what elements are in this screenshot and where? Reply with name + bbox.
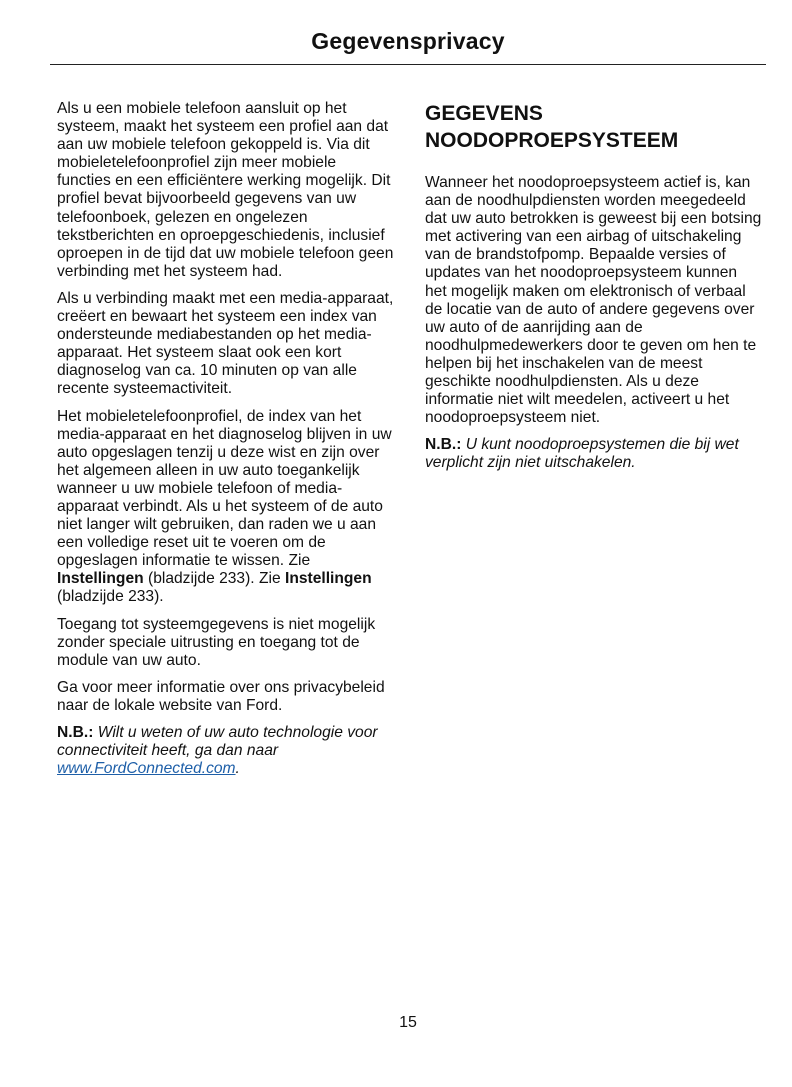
paragraph-phone-profile: Als u een mobiele telefoon aansluit op het systeem, maakt het systeem een profiel aan dat aan uw mobiele telefoon gekoppeld is. Via dit mobieletelefoonprofiel zijn meer mobiele functies en een efficiëntere werking mogelijk. Dit profiel bevat bijvoorbeeld gegevens van uw telefoonboek, gelezen en ongelezen tekstberichten en oproepgeschiedenis, inclusief oproepen in de tijd dat uw mobiele telefoon geen verbinding met het systeem had. (57, 100, 394, 280)
paragraph-reset (57, 408, 394, 607)
note-label: N.B.: (57, 724, 94, 741)
section-heading: GEGEVENS NOODOPROEPSYSTEEM (425, 102, 679, 152)
see-label: Zie (258, 570, 281, 588)
header-divider (50, 64, 766, 65)
paragraph-emergency-call: Wanneer het noodoproepsysteem actief is, kan aan de noodhulpdiensten worden meegedeeld dat uw auto betrokken is geweest bij een botsing met activering van een airbag of uitschakeling van de brandstofpomp. Bepaalde versies of updates van het noodoproepsysteem kunnen het mogelijk maken om elektronisch of verbaal de locatie van de auto of andere gegevens over uw auto of de aanrijding aan de noodhulpmedewerkers door te geven om hen te helpen bij het inschakelen van de meest geschikte noodhulpdiensten. Als u deze informatie niet wilt meedelen, activeert u het noodoproepsysteem niet. (425, 174, 762, 427)
page-reference: (bladzijde 233). (57, 588, 164, 606)
note-label: N.B.: (425, 436, 462, 454)
see-label: Zie (288, 552, 311, 570)
right-column (425, 100, 762, 482)
note-text: U kunt noodoproepsystemen die bij wet verplicht zijn niet uitschakelen. (425, 436, 739, 472)
settings-reference-link[interactable]: Instellingen (284, 570, 372, 588)
reset-text: Het mobieletelefoonprofiel, de index van het media-apparaat en het diagnoselog blijven in uw auto opgeslagen tenzij u deze wist en zijn over het algemeen alleen in uw auto toegankelijk wanneer u uw mobiele telefoon of media-apparaat verbindt. Als u het systeem of de auto niet langer wilt gebruiken, dan raden we u aan een volledige reset uit te voeren om de opgeslagen informatie te wissen. (57, 407, 392, 570)
note-text: Wilt u weten of uw auto technologie voor connectiviteit heeft, ga dan naar (57, 724, 378, 760)
page-number: 15 (399, 1014, 417, 1031)
page-reference: (bladzijde 233). (148, 570, 255, 588)
note-emergency (425, 436, 762, 472)
ford-connected-link[interactable]: www.FordConnected.com (57, 760, 236, 778)
paragraph-privacy-policy: Ga voor meer informatie over ons privacybeleid naar de lokale website van Ford. (57, 678, 385, 714)
left-column (57, 100, 394, 787)
note-period: . (235, 760, 240, 778)
settings-reference-link[interactable]: Instellingen (57, 570, 144, 588)
paragraph-access: Toegang tot systeemgegevens is niet mogelijk zonder speciale uitrusting en toegang tot de module van uw auto. (57, 615, 376, 669)
page-title: Gegevensprivacy (311, 28, 505, 54)
note-connectivity (57, 724, 394, 778)
paragraph-media-index: Als u verbinding maakt met een media-apparaat, creëert en bewaart het systeem een index van ondersteunde mediabestanden op het media-apparaat. Het systeem slaat ook een kort diagnoselog van ca. 10 minuten op van alle recente systeemactiviteit. (57, 289, 394, 398)
